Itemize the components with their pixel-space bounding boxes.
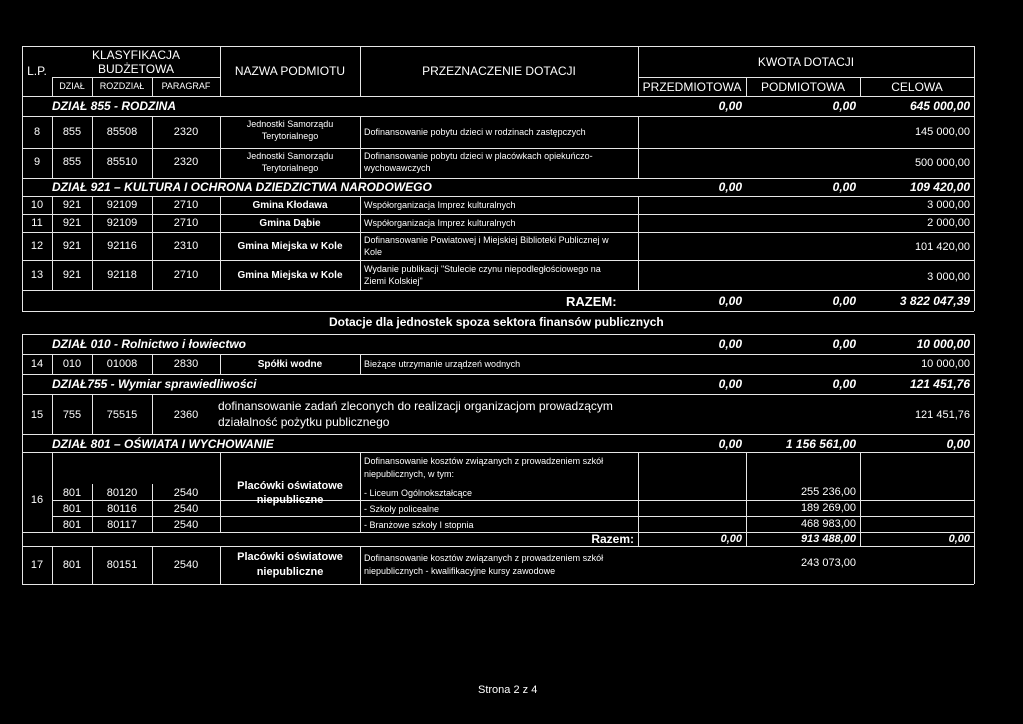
section-title-801: DZIAŁ 801 – OŚWIATA I WYCHOWANIE <box>52 437 274 451</box>
section-755-celowa: 121 451,76 <box>909 377 970 391</box>
sub-rozdzial: 80120 <box>106 487 138 499</box>
row-przeznaczenie-line2: Ziemi Kolskiej" <box>364 276 423 286</box>
section-801-przedmiotowa: 0,00 <box>718 437 742 451</box>
section-921-przedmiotowa: 0,00 <box>718 180 742 194</box>
row-dzial: 855 <box>62 126 82 138</box>
row-paragraf: 2710 <box>173 269 199 281</box>
row-dzial: 921 <box>62 199 82 211</box>
row-nazwa-line1: Placówki oświatowe <box>237 480 343 492</box>
row-paragraf: 2540 <box>173 559 199 571</box>
row-lp: 12 <box>30 240 44 252</box>
row-przeznaczenie: Bieżące utrzymanie urządzeń wodnych <box>364 359 521 369</box>
row-nazwa-line2: niepubliczne <box>256 494 324 506</box>
section-855-przedmiotowa: 0,00 <box>718 99 742 113</box>
row-kwota: 500 000,00 <box>914 157 970 169</box>
sub-paragraf: 2540 <box>173 487 199 499</box>
section-010-przedmiotowa: 0,00 <box>718 337 742 351</box>
row-rozdzial: 80151 <box>106 559 138 571</box>
section-801-celowa: 0,00 <box>946 437 970 451</box>
sub-przeznaczenie: - Liceum Ogólnokształcące <box>364 488 473 498</box>
section-855-celowa: 645 000,00 <box>909 99 970 113</box>
row-nazwa: Spółki wodne <box>257 359 323 370</box>
row-dzial: 010 <box>62 358 82 370</box>
row-rozdzial: 85508 <box>106 126 138 138</box>
page-number: Strona 2 z 4 <box>478 684 538 696</box>
row-kwota: 10 000,00 <box>921 358 970 370</box>
row-paragraf: 2830 <box>173 358 199 370</box>
row-rozdzial: 92116 <box>107 240 137 252</box>
row-przeznaczenie-line1: Wydanie publikacji "Stulecie czynu niepodległościowego na <box>364 264 601 274</box>
header-celowa: CELOWA <box>891 80 943 94</box>
sub-paragraf: 2540 <box>173 503 199 515</box>
razem-801-label: Razem: <box>591 532 634 546</box>
header-przedmiotowa: PRZEDMIOTOWA <box>642 80 742 94</box>
row-dzial: 801 <box>62 559 82 571</box>
section-755-przedmiotowa: 0,00 <box>718 377 742 391</box>
sub-dzial: 801 <box>62 487 82 499</box>
row-paragraf: 2360 <box>173 409 199 421</box>
razem-801-podmiotowa: 913 488,00 <box>800 533 856 545</box>
sub-paragraf: 2540 <box>173 519 199 531</box>
row-kwota: 3 000,00 <box>927 271 970 283</box>
section-921-podmiotowa: 0,00 <box>832 180 856 194</box>
sub-przeznaczenie: - Szkoły policealne <box>364 504 440 514</box>
row-paragraf: 2310 <box>173 240 199 252</box>
row-nazwa: Gmina Miejska w Kole <box>237 270 343 281</box>
header-podmiotowa: PODMIOTOWA <box>761 80 845 94</box>
sub-dzial: 801 <box>62 503 82 515</box>
row-nazwa-line1: Placówki oświatowe <box>237 551 343 563</box>
row-nazwa: Gmina Dąbie <box>259 218 321 229</box>
row-rozdzial: 85510 <box>106 156 138 168</box>
header-rozdzial: ROZDZIAŁ <box>99 81 145 91</box>
sub-kwota: 189 269,00 <box>800 502 856 514</box>
header-kwota-dotacji: KWOTA DOTACJI <box>757 55 855 69</box>
section-title-921: DZIAŁ 921 – KULTURA I OCHRONA DZIEDZICTWA NARODOWEGO <box>52 180 432 194</box>
razem-podmiotowa: 0,00 <box>832 294 856 308</box>
row-kwota: 3 000,00 <box>927 199 970 211</box>
row-lp: 13 <box>30 269 44 281</box>
row-nazwa-line1: Jednostki Samorządu <box>246 151 334 161</box>
razem-label: RAZEM: <box>566 294 617 309</box>
row-przeznaczenie-line1: Dofinansowanie kosztów związanych z prowadzeniem szkół <box>364 456 604 466</box>
row-lp: 9 <box>33 156 41 168</box>
row-przeznaczenie-line1: dofinansowanie zadań zleconych do realizacji organizacjom prowadzącym <box>218 399 613 413</box>
row-przeznaczenie: Współorganizacja Imprez kulturalnych <box>364 200 516 210</box>
row-nazwa: Gmina Miejska w Kole <box>237 241 343 252</box>
row-rozdzial: 01008 <box>106 358 138 370</box>
row-dzial: 921 <box>62 217 82 229</box>
subtitle-non-public-sector: Dotacje dla jednostek spoza sektora finansów publicznych <box>329 315 664 329</box>
sub-rozdzial: 80117 <box>107 519 137 531</box>
row-przeznaczenie: Współorganizacja Imprez kulturalnych <box>364 218 516 228</box>
row-nazwa-line2: niepubliczne <box>256 566 324 578</box>
row-przeznaczenie-line2: działalność pożytku publicznego <box>218 415 390 429</box>
row-przeznaczenie-line1: Dofinansowanie kosztów związanych z prowadzeniem szkół <box>364 553 604 563</box>
row-przeznaczenie-line2: niepublicznych, w tym: <box>364 469 455 479</box>
row-lp: 16 <box>30 494 44 506</box>
row-kwota: 101 420,00 <box>914 241 970 253</box>
section-921-celowa: 109 420,00 <box>909 180 970 194</box>
header-nazwa-podmiotu: NAZWA PODMIOTU <box>234 64 346 78</box>
row-rozdzial: 92109 <box>106 217 138 229</box>
row-nazwa: Gmina Kłodawa <box>252 200 328 211</box>
row-lp: 14 <box>30 358 44 370</box>
row-lp: 15 <box>30 409 44 421</box>
header-klasyfikacja: KLASYFIKACJA <box>91 48 181 62</box>
row-dzial: 921 <box>62 240 82 252</box>
row-przeznaczenie-line2: niepublicznych - kwalifikacyjne kursy zawodowe <box>364 566 556 576</box>
row-dzial: 855 <box>62 156 82 168</box>
row-paragraf: 2320 <box>173 156 199 168</box>
section-title-010: DZIAŁ 010 - Rolnictwo i łowiectwo <box>52 337 247 351</box>
razem-celowa: 3 822 047,39 <box>899 294 970 308</box>
sub-przeznaczenie: - Branżowe szkoły I stopnia <box>364 520 474 530</box>
razem-przedmiotowa: 0,00 <box>718 294 742 308</box>
row-nazwa-line1: Jednostki Samorządu <box>246 119 334 129</box>
header-lp: L.P. <box>27 64 47 78</box>
sub-kwota: 468 983,00 <box>800 518 856 530</box>
row-rozdzial: 92109 <box>106 199 138 211</box>
section-855-podmiotowa: 0,00 <box>832 99 856 113</box>
row-nazwa-line2: Terytorialnego <box>261 163 319 173</box>
section-title-755: DZIAŁ755 - Wymiar sprawiedliwości <box>52 377 257 391</box>
row-dzial: 921 <box>62 269 82 281</box>
section-010-podmiotowa: 0,00 <box>832 337 856 351</box>
sub-kwota: 255 236,00 <box>800 486 856 498</box>
row-dzial: 755 <box>62 409 82 421</box>
row-lp: 8 <box>33 126 41 138</box>
sub-dzial: 801 <box>62 519 82 531</box>
header-budzetowa: BUDŻETOWA <box>97 62 174 76</box>
row-przeznaczenie-line2: Kole <box>364 247 383 257</box>
section-title-855: DZIAŁ 855 - RODZINA <box>52 99 177 113</box>
row-lp: 10 <box>30 199 44 211</box>
section-801-podmiotowa: 1 156 561,00 <box>785 437 856 451</box>
section-010-celowa: 10 000,00 <box>916 337 970 351</box>
row-rozdzial: 75515 <box>106 409 138 421</box>
header-paragraf: PARAGRAF <box>161 81 211 91</box>
row-przeznaczenie-line2: wychowawczych <box>364 163 431 173</box>
row-paragraf: 2320 <box>173 126 199 138</box>
section-755-podmiotowa: 0,00 <box>832 377 856 391</box>
row-lp: 11 <box>31 217 43 229</box>
row-nazwa-line2: Terytorialnego <box>261 131 319 141</box>
row-przeznaczenie-line1: Dofinansowanie Powiatowej i Miejskiej Biblioteki Publicznej w <box>364 235 609 245</box>
row-kwota: 2 000,00 <box>927 217 970 229</box>
row-przeznaczenie-line1: Dofinansowanie pobytu dzieci w placówkach opiekuńczo- <box>364 151 593 161</box>
row-przeznaczenie: Dofinansowanie pobytu dzieci w rodzinach zastępczych <box>364 127 586 137</box>
row-kwota: 145 000,00 <box>914 126 970 138</box>
header-przeznaczenie: PRZEZNACZENIE DOTACJI <box>422 64 576 78</box>
row-paragraf: 2710 <box>173 217 199 229</box>
sub-rozdzial: 80116 <box>107 503 137 515</box>
row-kwota: 243 073,00 <box>800 557 856 569</box>
row-lp: 17 <box>30 559 44 571</box>
row-paragraf: 2710 <box>173 199 199 211</box>
header-dzial: DZIAŁ <box>59 81 85 91</box>
row-kwota: 121 451,76 <box>914 409 970 421</box>
razem-801-przedmiotowa: 0,00 <box>720 533 742 545</box>
row-rozdzial: 92118 <box>107 269 137 281</box>
razem-801-celowa: 0,00 <box>948 533 970 545</box>
